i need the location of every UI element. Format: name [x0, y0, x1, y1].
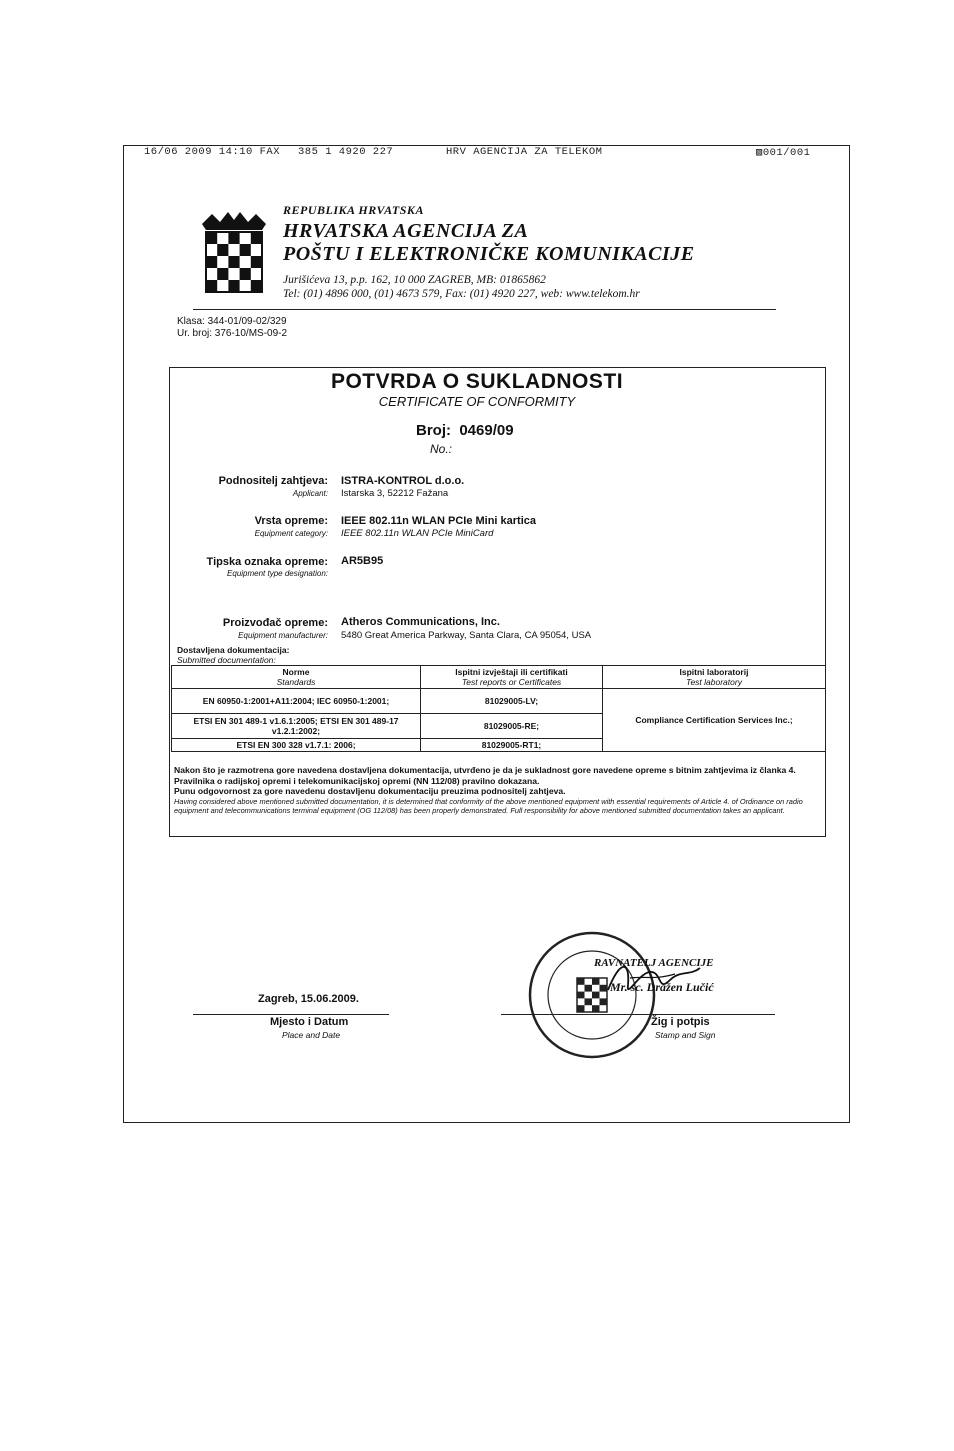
stamp-sign-label: Žig i potpis [651, 1016, 710, 1028]
manufacturer-address: 5480 Great America Parkway, Santa Clara, CA 95054, USA [341, 630, 592, 641]
laboratory-cell: Compliance Certification Services Inc.; [603, 689, 826, 752]
fax-page: ▧001/001 [756, 147, 811, 159]
type-value: AR5B95 [341, 555, 384, 567]
finding-en: Having considered above mentioned submitted documentation, it is determined that conformity of the above mentioned equipment with essential requirements of Article 4. of Ordinance on radio equipment and telecommunications terminal equipment (OG 112/08) has been properly demonstrated. Full responsibility for above mentioned submitted documentation takes an applicant. [174, 796, 803, 815]
agency-contact: Tel: (01) 4896 000, (01) 4673 579, Fax: (01) 4920 227, web: www.telekom.hr [283, 288, 640, 300]
table-header: Norme Standards [172, 666, 421, 689]
standard-cell: ETSI EN 301 489-1 v1.6.1:2005; ETSI EN 301 489-17 v1.2.1:2002; [172, 714, 421, 739]
manufacturer-value: Atheros Communications, Inc. [341, 616, 500, 628]
signer-name: Mr. sc. Dražen Lučić [610, 980, 714, 994]
documentation-table [171, 665, 826, 752]
applicant-label: Podnositelj zahtjeva: [218, 475, 328, 487]
applicant-value: ISTRA-KONTROL d.o.o. [341, 475, 465, 487]
finding-hr: Nakon što je razmotrena gore navedena dostavljena dokumentacija, utvrđeno je da je sukladnost gore navedene opreme s bitnim zahtjevima iz članka 4. Pravilnika o radijskoj opremi i telekomunikacijskoj opremi (NN 112/08) pravilno dokazana. [174, 765, 796, 786]
place-date: Zagreb, 15.06.2009. [258, 993, 359, 1005]
report-cell: 81029005-RE; [421, 714, 603, 739]
ur-broj: Ur. broj: 376-10/MS-09-2 [177, 328, 288, 339]
coat-of-arms-icon [200, 210, 268, 296]
fax-datetime: 16/06 2009 14:10 FAX [144, 146, 281, 158]
category-value-en: IEEE 802.11n WLAN PCIe MiniCard [341, 528, 494, 539]
table-row [172, 689, 826, 714]
fax-sender: HRV AGENCIJA ZA TELEKOM [446, 146, 603, 158]
type-label: Tipska oznaka opreme: [206, 556, 328, 568]
reference-numbers [177, 316, 287, 340]
klasa: Klasa: 344-01/09-02/329 [177, 316, 287, 327]
standard-cell: EN 60950-1:2001+A11:2004; IEC 60950-1:2001; [172, 689, 421, 714]
report-cell: 81029005-LV; [421, 689, 603, 714]
certificate-subtitle: CERTIFICATE OF CONFORMITY [378, 394, 576, 409]
republic-name: REPUBLIKA HRVATSKA [283, 203, 424, 217]
type-label-en: Equipment type designation: [227, 569, 328, 578]
place-date-label: Mjesto i Datum [270, 1016, 349, 1028]
documentation-label: Dostavljena dokumentacija: Submitted documentation: [177, 645, 290, 665]
table-header: Ispitni izvještaji ili certifikati Test reports or Certificates [421, 666, 603, 689]
certificate-number: Broj: 0469/09 [416, 422, 514, 439]
table-header-row [172, 666, 826, 689]
director-title: RAVNATELJ AGENCIJE [594, 957, 714, 969]
category-value: IEEE 802.11n WLAN PCIe Mini kartica [341, 515, 537, 527]
agency-name-line1: HRVATSKA AGENCIJA ZA [283, 220, 529, 242]
agency-letterhead [283, 203, 695, 300]
certificate-number-label-en: No.: [430, 442, 453, 456]
place-date-label-en: Place and Date [282, 1030, 341, 1040]
applicant-label-en: Applicant: [292, 489, 328, 498]
responsibility-hr: Punu odgovornost za gore navedenu dostavljenu dokumentaciju preuzima podnositelj zahtjeva. [174, 786, 566, 796]
standard-cell: ETSI EN 300 328 v1.7.1: 2006; [172, 739, 421, 752]
category-label-en: Equipment category: [254, 529, 328, 538]
applicant-address: Istarska 3, 52212 Fažana [341, 488, 449, 499]
certificate-title: POTVRDA O SUKLADNOSTI [330, 370, 624, 393]
report-cell: 81029005-RT1; [421, 739, 603, 752]
manufacturer-label: Proizvođač opreme: [222, 617, 328, 629]
stamp-sign-label-en: Stamp and Sign [655, 1030, 716, 1040]
letterhead-divider [193, 309, 776, 310]
table-header: Ispitni laboratorij Test laboratory [603, 666, 826, 689]
manufacturer-label-en: Equipment manufacturer: [238, 631, 328, 640]
category-label: Vrsta opreme: [254, 515, 328, 527]
agency-name-line2: POŠTU I ELEKTRONIČKE KOMUNIKACIJE [283, 243, 695, 265]
conformity-finding [174, 765, 824, 815]
fax-number: 385 1 4920 227 [298, 146, 394, 158]
agency-address: Jurišićeva 13, p.p. 162, 10 000 ZAGREB, MB: 01865862 [283, 274, 546, 286]
place-date-line [193, 1014, 389, 1015]
